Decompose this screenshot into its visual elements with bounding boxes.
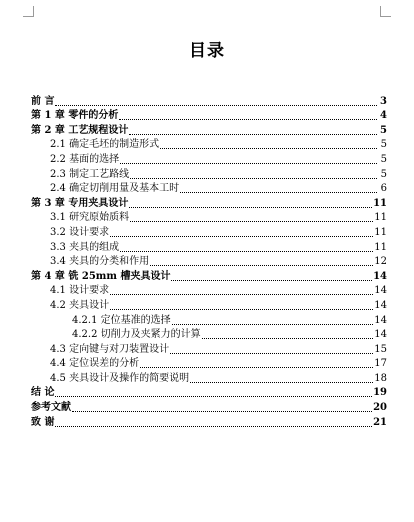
toc-entry-label: 4.2.1 定位基准的选择 xyxy=(72,314,171,326)
toc-leader-dots xyxy=(130,220,373,222)
toc-entry-label: 4.4 定位误差的分析 xyxy=(50,358,140,370)
toc-entry-page-number: 14 xyxy=(374,285,387,297)
toc-entry-label: 第 3 章 专用夹具设计 xyxy=(31,197,129,209)
toc-entry[interactable] xyxy=(31,312,387,327)
toc-entry-label: 2.3 制定工艺路线 xyxy=(50,168,130,180)
toc-entry-label: 第 4 章 铣 25mm 槽夹具设计 xyxy=(31,270,171,282)
toc-entry[interactable] xyxy=(31,93,387,108)
toc-leader-dots xyxy=(129,133,377,135)
toc-entry-label: 前 言 xyxy=(31,95,55,107)
toc-entry[interactable] xyxy=(31,151,387,166)
toc-entry[interactable] xyxy=(31,108,387,123)
toc-entry[interactable] xyxy=(31,137,387,152)
toc-leader-dots xyxy=(55,425,372,427)
toc-leader-dots xyxy=(119,118,377,120)
toc-leader-dots xyxy=(171,279,372,281)
toc-entry[interactable] xyxy=(31,166,387,181)
toc-leader-dots xyxy=(170,352,373,354)
toc-entry-page-number: 5 xyxy=(380,124,387,136)
toc-entry[interactable] xyxy=(31,210,387,225)
toc-leader-dots xyxy=(129,206,372,208)
toc-entry[interactable] xyxy=(31,122,387,137)
toc-leader-dots xyxy=(110,308,373,310)
toc-entry-page-number: 5 xyxy=(380,139,387,151)
toc-entry-page-number: 5 xyxy=(380,153,387,165)
toc-entry-page-number: 19 xyxy=(373,387,387,399)
crop-mark-top-right xyxy=(380,6,391,17)
toc-entry-page-number: 14 xyxy=(374,299,387,311)
toc-entry-label: 2.2 基面的选择 xyxy=(50,153,120,165)
toc-leader-dots xyxy=(140,366,373,368)
toc-entry-page-number: 15 xyxy=(374,343,387,355)
toc-leader-dots xyxy=(202,337,374,339)
toc-entry[interactable] xyxy=(31,399,387,414)
toc-entry-page-number: 5 xyxy=(380,168,387,180)
toc-leader-dots xyxy=(55,395,372,397)
toc-entry-page-number: 11 xyxy=(374,212,387,224)
toc-entry-label: 第 1 章 零件的分析 xyxy=(31,110,119,122)
toc-entry[interactable] xyxy=(31,283,387,298)
toc-entry-label: 致 谢 xyxy=(31,416,55,428)
toc-entry-label: 2.1 确定毛坯的制造形式 xyxy=(50,139,160,151)
toc-entry-page-number: 18 xyxy=(374,372,387,384)
toc-entry-label: 4.2 夹具设计 xyxy=(50,299,110,311)
toc-entry[interactable] xyxy=(31,268,387,283)
toc-entry-label: 4.3 定向键与对刀装置设计 xyxy=(50,343,170,355)
toc-entry-page-number: 14 xyxy=(374,314,387,326)
toc-leader-dots xyxy=(150,264,373,266)
toc-leader-dots xyxy=(55,104,377,106)
toc-leader-dots xyxy=(110,293,373,295)
toc-entry-page-number: 14 xyxy=(373,270,387,282)
toc-entry[interactable] xyxy=(31,239,387,254)
toc-leader-dots xyxy=(160,147,377,149)
toc-entry-label: 第 2 章 工艺规程设计 xyxy=(31,124,129,136)
toc-leader-dots xyxy=(120,250,373,252)
toc-entry[interactable] xyxy=(31,254,387,269)
toc-entry[interactable] xyxy=(31,414,387,429)
toc-leader-dots xyxy=(110,235,373,237)
toc-entry[interactable] xyxy=(31,356,387,371)
toc-entry-label: 3.2 设计要求 xyxy=(50,226,110,238)
toc-entry-label: 4.5 夹具设计及操作的简要说明 xyxy=(50,372,190,384)
table-of-contents xyxy=(31,93,387,429)
toc-entry-label: 结 论 xyxy=(31,387,55,399)
toc-entry-label: 3.4 夹具的分类和作用 xyxy=(50,256,150,268)
toc-entry-page-number: 11 xyxy=(374,226,387,238)
toc-entry-label: 4.1 设计要求 xyxy=(50,285,110,297)
toc-entry-page-number: 20 xyxy=(373,402,387,414)
toc-entry[interactable] xyxy=(31,181,387,196)
toc-entry-page-number: 21 xyxy=(373,416,387,428)
toc-entry-label: 参考文献 xyxy=(31,402,71,414)
toc-entry-page-number: 11 xyxy=(373,197,387,209)
toc-entry-label: 3.3 夹具的组成 xyxy=(50,241,120,253)
toc-entry-page-number: 14 xyxy=(374,329,387,341)
toc-leader-dots xyxy=(72,410,372,412)
toc-entry[interactable] xyxy=(31,327,387,342)
toc-entry[interactable] xyxy=(31,341,387,356)
toc-entry-label: 3.1 研究原始质料 xyxy=(50,212,130,224)
toc-leader-dots xyxy=(172,323,374,325)
toc-entry-page-number: 4 xyxy=(380,110,387,122)
toc-entry-page-number: 6 xyxy=(380,183,387,195)
toc-entry[interactable] xyxy=(31,195,387,210)
toc-leader-dots xyxy=(120,162,377,164)
toc-entry[interactable] xyxy=(31,297,387,312)
toc-leader-dots xyxy=(190,381,373,383)
toc-leader-dots xyxy=(130,177,377,179)
toc-entry[interactable] xyxy=(31,370,387,385)
toc-entry-label: 2.4 确定切削用量及基本工时 xyxy=(50,183,180,195)
toc-entry-page-number: 17 xyxy=(374,358,387,370)
toc-entry-label: 4.2.2 切削力及夹紧力的计算 xyxy=(72,329,201,341)
toc-entry[interactable] xyxy=(31,224,387,239)
crop-mark-top-left xyxy=(23,6,34,17)
toc-entry-page-number: 11 xyxy=(374,241,387,253)
toc-entry[interactable] xyxy=(31,385,387,400)
page-title: 目录 xyxy=(189,41,225,61)
toc-entry-page-number: 3 xyxy=(380,95,387,107)
toc-leader-dots xyxy=(180,191,377,193)
toc-entry-page-number: 12 xyxy=(374,256,387,268)
